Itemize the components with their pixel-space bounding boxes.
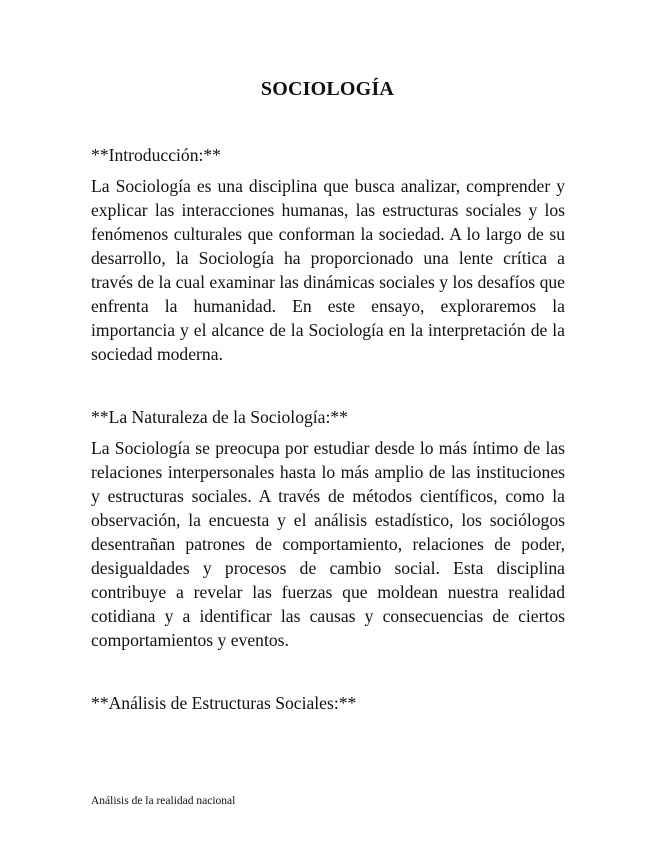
section-heading-introduccion: **Introducción:** [91,145,221,165]
section-heading-estructuras: **Análisis de Estructuras Sociales:** [91,693,357,713]
document-body [91,143,565,722]
page-footer: Análisis de la realidad nacional [91,795,236,807]
section-heading-naturaleza: **La Naturaleza de la Sociología:** [91,407,348,427]
section-spacer [91,366,565,405]
section-paragraph-naturaleza: La Sociología se preocupa por estudiar desde lo más íntimo de las relaciones interpersonales hasta lo más amplio de las instituciones y estructuras sociales. A través de métodos científicos, como la observación, la encuesta y el análisis estadístico, los sociólogos desentrañan patrones de comportamiento, relaciones de poder, desigualdades y procesos de cambio social. Esta disciplina contribuye a revelar las fuerzas que moldean nuestra realidad cotidiana y a identificar las causas y consecuencias de ciertos comportamientos y eventos. [91,438,565,650]
section-spacer [91,652,565,691]
page-title: SOCIOLOGÍA [260,78,395,100]
section-paragraph-introduccion: La Sociología es una disciplina que busca analizar, comprender y explicar las interacciones humanas, las estructuras sociales y los fenómenos culturales que conforman la sociedad. A lo largo de su desarrollo, la Sociología ha proporcionado una lente crítica a través de la cual examinar las dinámicas sociales y los desafíos que enfrenta la humanidad. En este ensayo, exploraremos la importancia y el alcance de la Sociología en la interpretación de la sociedad moderna. [91,176,565,364]
